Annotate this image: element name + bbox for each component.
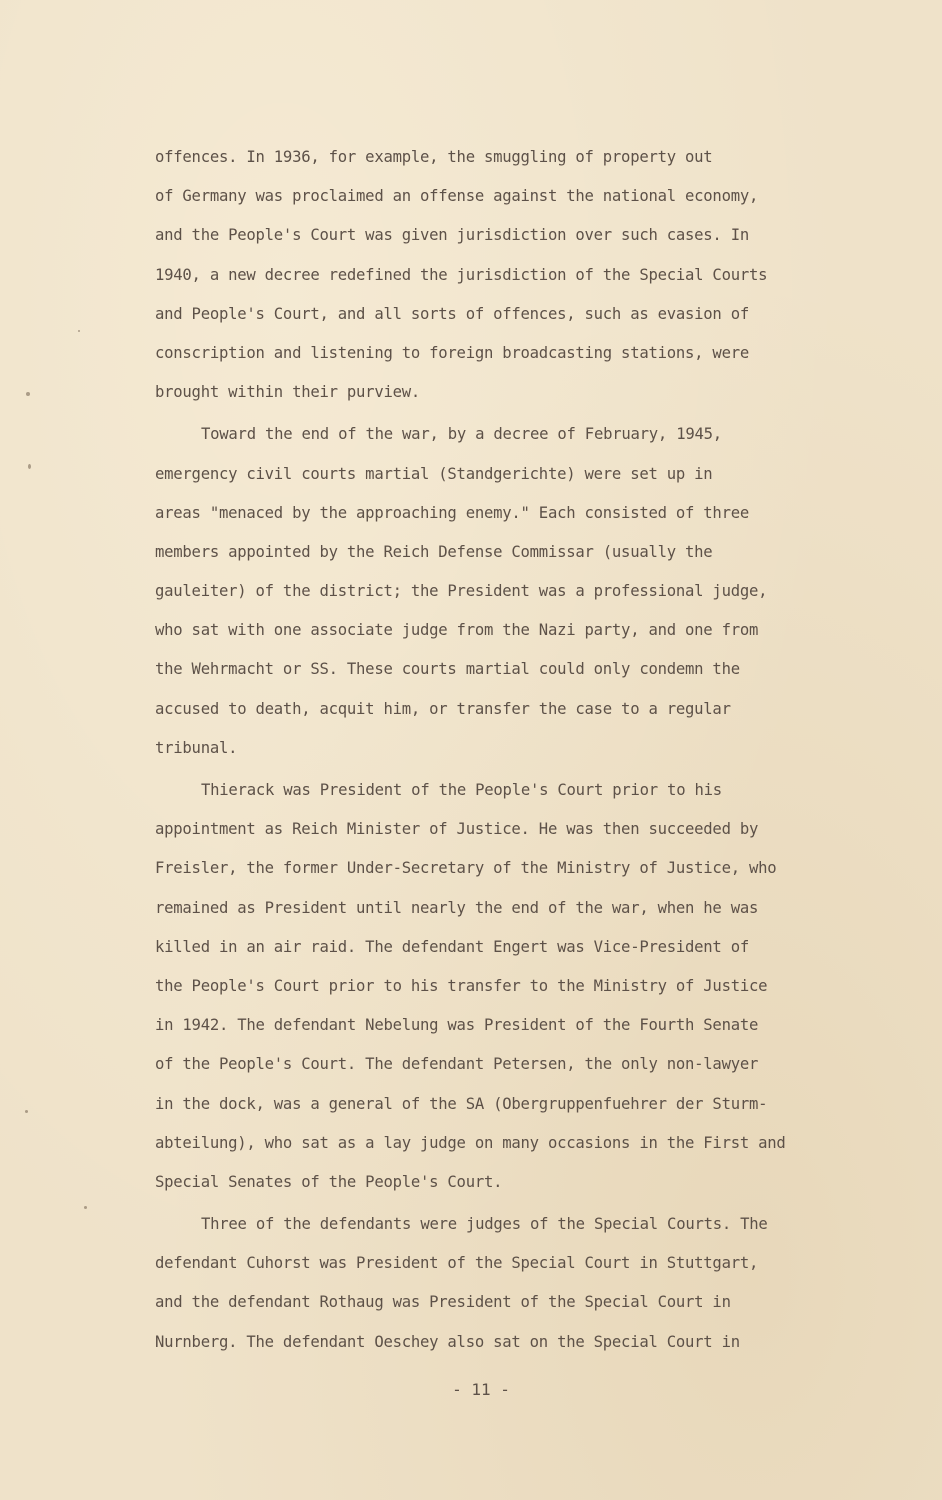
paragraph: [155, 771, 825, 1202]
text-line: areas "menaced by the approaching enemy." Each consisted of three: [155, 503, 749, 522]
text-line: Special Senates of the People's Court.: [155, 1172, 503, 1191]
text-line: killed in an air raid. The defendant Engert was Vice-President of: [155, 937, 749, 956]
text-line: gauleiter) of the district; the President was a professional judge,: [155, 582, 768, 601]
text-line: members appointed by the Reich Defense Commissar (usually the: [155, 542, 713, 561]
text-line: appointment as Reich Minister of Justice. He was then succeeded by: [155, 820, 759, 839]
text-line: in the dock, was a general of the SA (Obergruppenfuehrer der Sturm-: [155, 1094, 768, 1113]
paper-speck: [28, 464, 31, 469]
page-number: - 11 -: [452, 1380, 510, 1399]
text-line: Thierack was President of the People's Court prior to his: [201, 781, 722, 799]
text-line: of Germany was proclaimed an offense against the national economy,: [155, 187, 759, 206]
text-line: emergency civil courts martial (Standgerichte) were set up in: [155, 464, 713, 483]
text-line: who sat with one associate judge from the Nazi party, and one from: [155, 621, 759, 640]
paper-speck: [25, 1110, 28, 1113]
paragraph: [155, 138, 825, 412]
text-line: tribunal.: [155, 738, 238, 757]
paragraph: [155, 415, 825, 768]
text-line: Three of the defendants were judges of the Special Courts. The: [201, 1215, 768, 1234]
document-body: [155, 138, 825, 1362]
paper-speck: [78, 330, 80, 332]
text-line: accused to death, acquit him, or transfer the case to a regular: [155, 699, 731, 718]
text-line: offences. In 1936, for example, the smuggling of property out: [155, 148, 713, 166]
text-line: abteilung), who sat as a lay judge on many occasions in the First and: [155, 1133, 786, 1152]
text-line: defendant Cuhorst was President of the Special Court in Stuttgart,: [155, 1254, 759, 1273]
text-line: the Wehrmacht or SS. These courts martial could only condemn the: [155, 660, 740, 679]
text-line: and People's Court, and all sorts of offences, such as evasion of: [155, 304, 749, 323]
text-line: and the People's Court was given jurisdiction over such cases. In: [155, 226, 749, 245]
text-line: of the People's Court. The defendant Petersen, the only non-lawyer: [155, 1055, 759, 1074]
text-line: Freisler, the former Under-Secretary of the Ministry of Justice, who: [155, 859, 777, 878]
paragraph: [155, 1205, 825, 1362]
text-line: the People's Court prior to his transfer to the Ministry of Justice: [155, 976, 768, 995]
text-line: Toward the end of the war, by a decree of February, 1945,: [201, 425, 722, 444]
paper-speck: [84, 1206, 87, 1209]
text-line: Nurnberg. The defendant Oeschey also sat on the Special Court in: [155, 1332, 740, 1351]
paper-speck: [26, 392, 30, 396]
text-line: remained as President until nearly the end of the war, when he was: [155, 898, 759, 917]
text-line: conscription and listening to foreign broadcasting stations, were: [155, 343, 749, 362]
text-line: brought within their purview.: [155, 383, 421, 402]
text-line: 1940, a new decree redefined the jurisdiction of the Special Courts: [155, 265, 768, 284]
text-line: in 1942. The defendant Nebelung was President of the Fourth Senate: [155, 1016, 759, 1035]
text-line: and the defendant Rothaug was President of the Special Court in: [155, 1293, 731, 1312]
